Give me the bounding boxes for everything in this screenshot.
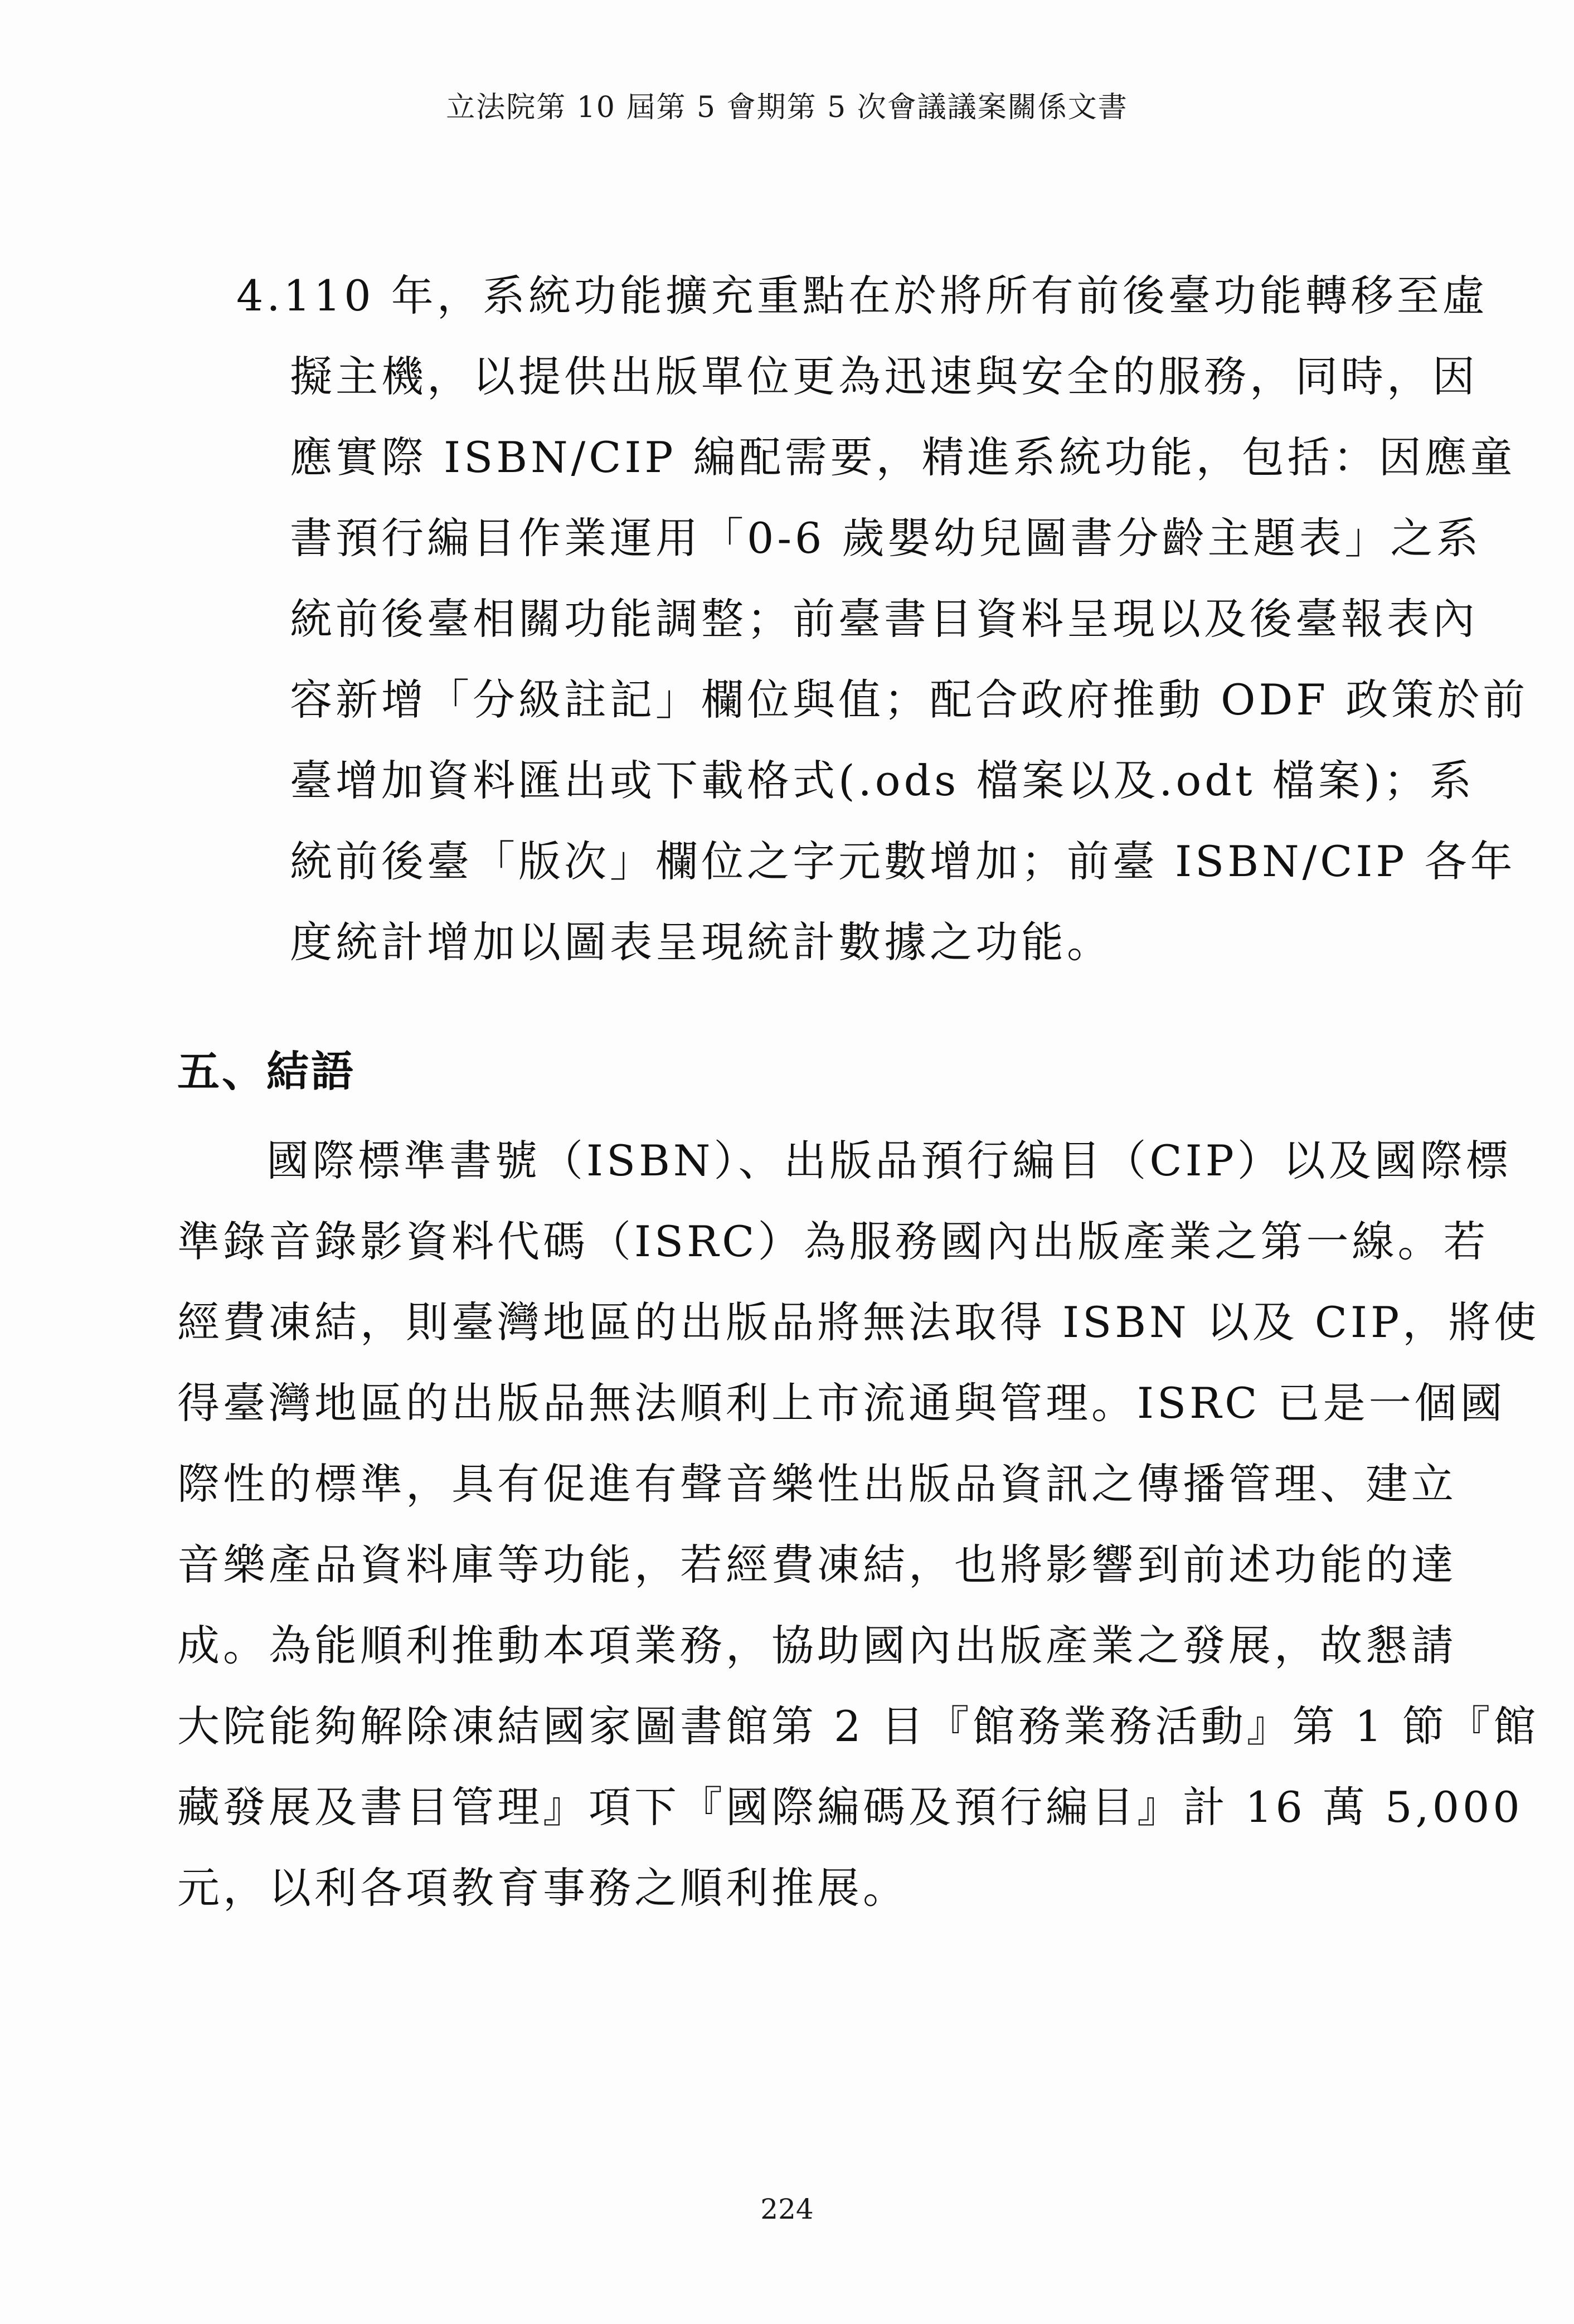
paragraph-line: 書預行編目作業運用「0-6 歲嬰幼兒圖書分齡主題表」之系 bbox=[290, 513, 1482, 563]
paragraph-line: 臺增加資料匯出或下載格式(.ods 檔案以及.odt 檔案)；系 bbox=[290, 756, 1475, 805]
paragraph-line: 4.110 年，系統功能擴充重點在於將所有前後臺功能轉移至虛 bbox=[236, 271, 1488, 320]
paragraph-line: 容新增「分級註記」欄位與值；配合政府推動 ODF 政策於前 bbox=[290, 675, 1529, 725]
paragraph-line: 統前後臺「版次」欄位之字元數增加；前臺 ISBN/CIP 各年 bbox=[290, 837, 1516, 886]
paragraph-line: 元，以利各項教育事務之順利推展。 bbox=[177, 1863, 909, 1913]
paragraph-line: 經費凍結，則臺灣地區的出版品將無法取得 ISBN 以及 CIP，將使 bbox=[177, 1297, 1540, 1347]
paragraph-line: 應實際 ISBN/CIP 編配需要，精進系統功能，包括：因應童 bbox=[290, 432, 1516, 482]
paragraph-line: 際性的標準，具有促進有聲音樂性出版品資訊之傳播管理、建立 bbox=[177, 1459, 1457, 1509]
page-number: 224 bbox=[760, 2193, 814, 2225]
item-4-paragraph bbox=[236, 255, 1529, 983]
paragraph-line: 得臺灣地區的出版品無法順利上市流通與管理。ISRC 已是一個國 bbox=[177, 1378, 1506, 1428]
paragraph-line: 準錄音錄影資料代碼（ISRC）為服務國內出版產業之第一線。若 bbox=[177, 1217, 1489, 1266]
paragraph-line: 國際標準書號（ISBN）、出版品預行編目（CIP）以及國際標 bbox=[266, 1136, 1512, 1185]
paragraph-line: 大院能夠解除凍結國家圖書館第 2 目『館務業務活動』第 1 節『館 bbox=[177, 1701, 1539, 1751]
paragraph-line: 音樂產品資料庫等功能，若經費凍結，也將影響到前述功能的達 bbox=[177, 1540, 1457, 1589]
conclusion-paragraph bbox=[177, 1120, 1540, 1928]
paragraph-line: 藏發展及書目管理』項下『國際編碼及預行編目』計 16 萬 5,000 bbox=[177, 1782, 1523, 1832]
paragraph-line: 度統計增加以圖表呈現統計數據之功能。 bbox=[290, 917, 1113, 967]
paragraph-line: 擬主機，以提供出版單位更為迅速與安全的服務，同時，因 bbox=[290, 352, 1478, 401]
paragraph-line: 成。為能順利推動本項業務，協助國內出版產業之發展，故懇請 bbox=[177, 1621, 1457, 1670]
running-header: 立法院第 10 屆第 5 會期第 5 次會議議案關係文書 bbox=[446, 91, 1128, 124]
paragraph-line: 統前後臺相關功能調整；前臺書目資料呈現以及後臺報表內 bbox=[290, 594, 1478, 644]
section-heading: 五、結語 bbox=[177, 1047, 356, 1096]
